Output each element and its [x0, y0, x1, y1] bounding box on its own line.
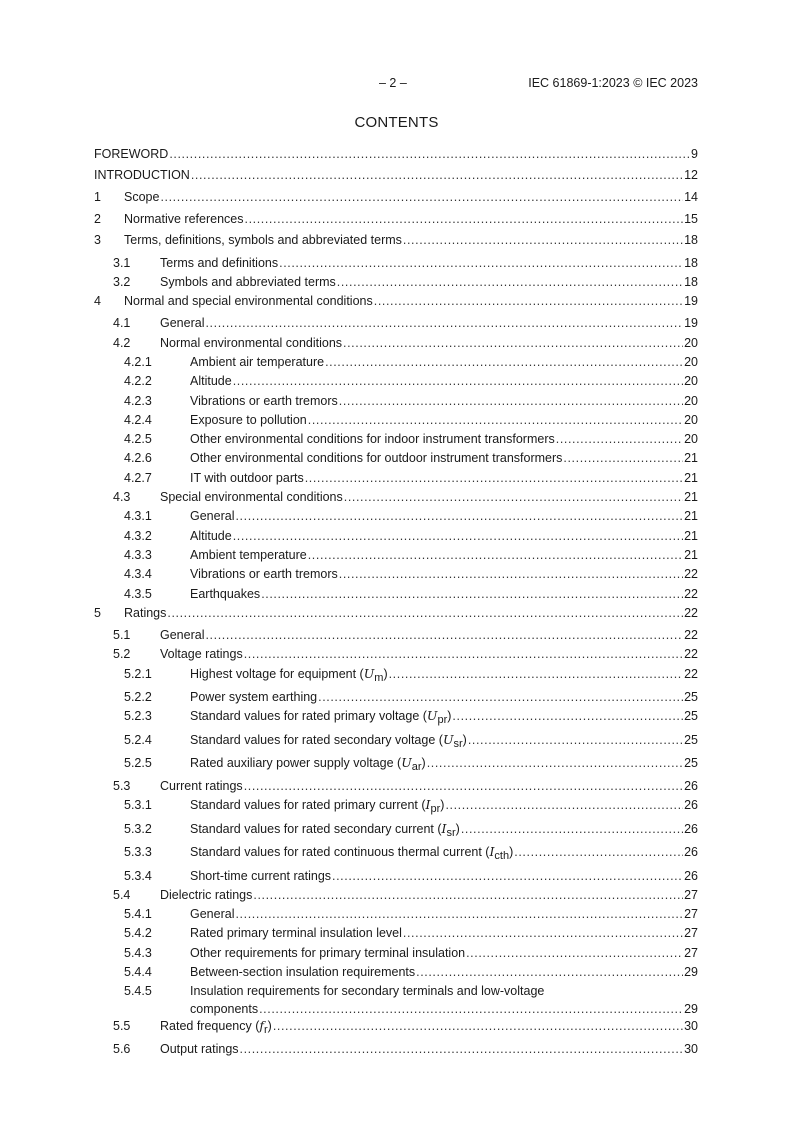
toc-entry-5-4-1[interactable]: [94, 905, 698, 923]
toc-label: Current ratings: [160, 779, 243, 793]
toc-page: 19: [684, 316, 698, 330]
toc-entry-5-4-5[interactable]: [94, 982, 698, 1018]
close-paren: ): [267, 1019, 272, 1033]
toc-label: Dielectric ratings: [160, 888, 253, 902]
dot-leader: [235, 507, 683, 525]
toc-number: 5.4.4: [124, 965, 152, 979]
toc-page: 27: [684, 888, 698, 902]
toc-page: 27: [684, 907, 698, 921]
toc-page: 18: [684, 256, 698, 270]
dot-leader: [279, 254, 683, 272]
dot-leader: [160, 188, 683, 206]
toc-label: Power system earthing: [190, 690, 318, 704]
toc-number: 4.2.4: [124, 413, 152, 427]
toc-entry-4-3-3[interactable]: [94, 546, 698, 564]
toc-page: 22: [684, 587, 698, 601]
toc-number: 4.3.5: [124, 587, 152, 601]
dot-leader: [167, 604, 683, 622]
toc-entry-3-1[interactable]: [94, 254, 698, 272]
toc-number: 4.2: [113, 336, 131, 350]
close-paren: ): [455, 822, 460, 836]
toc-number: 1: [94, 190, 101, 204]
toc-entry-5-2-2[interactable]: [94, 688, 698, 706]
toc-page: 29: [684, 965, 698, 979]
toc-page: 25: [684, 690, 698, 704]
toc-number: 3.1: [113, 256, 131, 270]
toc-number: 5.2.5: [124, 756, 152, 770]
toc-label: Earthquakes: [190, 587, 261, 601]
toc-page: 20: [684, 413, 698, 427]
symbol: f: [259, 1018, 264, 1033]
toc-entry-5[interactable]: [94, 604, 698, 622]
toc-page: 18: [684, 275, 698, 289]
toc-label: Standard values for rated secondary voltage (: [190, 733, 443, 747]
toc-label: Between-section insulation requirements: [190, 965, 416, 979]
toc-label: Altitude: [190, 529, 232, 543]
subscript: sr: [446, 827, 456, 839]
toc-number: 4.2.2: [124, 374, 152, 388]
toc-entry-5-1[interactable]: [94, 626, 698, 644]
toc-entry-2[interactable]: [94, 210, 698, 228]
dot-leader: [427, 754, 683, 772]
toc-number: 5.5: [113, 1019, 131, 1033]
toc-entry-4-2[interactable]: [94, 334, 698, 352]
dot-leader: [308, 411, 683, 429]
toc-label: Normative references: [124, 212, 244, 226]
toc-label: Altitude: [190, 374, 232, 388]
toc-page: 20: [684, 432, 698, 446]
dot-leader: [339, 565, 683, 583]
toc-entry-5-4[interactable]: [94, 886, 698, 904]
toc-entry-5-2-3[interactable]: [94, 707, 698, 725]
toc-page: 25: [684, 733, 698, 747]
toc-label: Rated auxiliary power supply voltage (: [190, 756, 402, 770]
toc-number: 4: [94, 294, 101, 308]
dot-leader: [273, 1017, 683, 1035]
dot-leader: [344, 488, 683, 506]
toc-number: 4.3.2: [124, 529, 152, 543]
toc-page: 25: [684, 756, 698, 770]
toc-label: Exposure to pollution: [190, 413, 307, 427]
toc-page: 26: [684, 779, 698, 793]
toc-page: 21: [684, 509, 698, 523]
symbol: I: [441, 821, 447, 836]
toc-label: Other environmental conditions for indoor instrument transformers: [190, 432, 555, 446]
toc-label: FOREWORD: [94, 147, 169, 161]
toc-page: 27: [684, 926, 698, 940]
toc-label: Standard values for rated continuous thermal current (: [190, 845, 490, 859]
toc-number: 4.3: [113, 490, 131, 504]
dot-leader: [563, 449, 683, 467]
toc-number: 4.3.3: [124, 548, 152, 562]
symbol: U: [363, 666, 375, 681]
toc-label: INTRODUCTION: [94, 168, 190, 182]
toc-entry-4-3-2[interactable]: [94, 527, 698, 545]
toc-label: Short-time current ratings: [190, 869, 332, 883]
toc-entry-5-2-5[interactable]: [94, 754, 698, 772]
toc-entry-4-3-5[interactable]: [94, 585, 698, 603]
symbol: I: [489, 844, 495, 859]
toc-label: Other environmental conditions for outdoor instrument transformers: [190, 451, 563, 465]
toc-entry-4-2-1[interactable]: [94, 353, 698, 371]
toc-label: Special environmental conditions: [160, 490, 343, 504]
toc-entry-5-3-2[interactable]: [94, 820, 698, 838]
dot-leader: [332, 867, 683, 885]
toc-entry-5-3-3[interactable]: [94, 843, 698, 861]
dot-leader: [261, 585, 683, 603]
toc-page: 26: [684, 798, 698, 812]
subscript: pr: [437, 714, 448, 726]
dot-leader: [403, 231, 683, 249]
toc-label: IT with outdoor parts: [190, 471, 304, 485]
toc-page: 20: [684, 394, 698, 408]
toc-entry-4-2-7[interactable]: [94, 469, 698, 487]
toc-label: General: [190, 907, 235, 921]
toc-number: 5.4.1: [124, 907, 152, 921]
dot-leader: [556, 430, 683, 448]
toc-number: 4.2.5: [124, 432, 152, 446]
toc-label: Ratings: [124, 606, 167, 620]
toc-entry-5-4-2[interactable]: [94, 924, 698, 942]
toc-page: 22: [684, 647, 698, 661]
toc-label-line1: Insulation requirements for secondary terminals and low-voltage: [190, 984, 545, 998]
toc-entry-introduction[interactable]: [94, 166, 698, 184]
dot-leader: [403, 924, 683, 942]
toc-label: Symbols and abbreviated terms: [160, 275, 336, 289]
dot-leader: [244, 777, 683, 795]
toc-label: Terms and definitions: [160, 256, 279, 270]
toc-number: 5.4.3: [124, 946, 152, 960]
toc-page: 20: [684, 336, 698, 350]
dot-leader: [466, 944, 683, 962]
toc-number: 5.2.2: [124, 690, 152, 704]
dot-leader: [169, 145, 690, 163]
toc-number: 5: [94, 606, 101, 620]
toc-label: General: [160, 316, 205, 330]
toc-page: 18: [684, 233, 698, 247]
toc-entry-4-3[interactable]: [94, 488, 698, 506]
dot-leader: [389, 665, 683, 683]
toc-number: 4.2.7: [124, 471, 152, 485]
toc-label: Highest voltage for equipment (: [190, 667, 364, 681]
toc-entry-4-2-6[interactable]: [94, 449, 698, 467]
toc-label: Other requirements for primary terminal insulation: [190, 946, 466, 960]
toc-label: Output ratings: [160, 1042, 239, 1056]
toc-entry-5-5[interactable]: [94, 1017, 698, 1035]
toc-entry-4-2-4[interactable]: [94, 411, 698, 429]
toc-label: Scope: [124, 190, 160, 204]
toc-label: General: [160, 628, 205, 642]
toc-entry-5-3-1[interactable]: [94, 796, 698, 814]
symbol: U: [442, 732, 454, 747]
subscript: m: [374, 672, 384, 684]
toc-number: 5.3.3: [124, 845, 152, 859]
subscript: ar: [411, 761, 422, 773]
toc-entry-4-3-4[interactable]: [94, 565, 698, 583]
toc-entry-3[interactable]: [94, 231, 698, 249]
toc-entry-foreword[interactable]: [94, 145, 698, 163]
close-paren: ): [509, 845, 514, 859]
toc-number: 3: [94, 233, 101, 247]
toc-entry-1[interactable]: [94, 188, 698, 206]
toc-entry-4-2-3[interactable]: [94, 392, 698, 410]
dot-leader: [233, 372, 683, 390]
toc-number: 5.2: [113, 647, 131, 661]
toc-entry-5-6[interactable]: [94, 1040, 698, 1058]
contents-title: CONTENTS: [354, 114, 439, 131]
toc-page: 25: [684, 709, 698, 723]
toc-number: 5.2.4: [124, 733, 152, 747]
toc-label: Vibrations or earth tremors: [190, 394, 338, 408]
close-paren: ): [462, 733, 467, 747]
document-id: IEC 61869-1:2023 © IEC 2023: [528, 76, 698, 90]
close-paren: ): [447, 709, 452, 723]
toc-label: Vibrations or earth tremors: [190, 567, 338, 581]
dot-leader: [374, 292, 683, 310]
toc-number: 4.3.1: [124, 509, 152, 523]
toc-entry-3-2[interactable]: [94, 273, 698, 291]
toc-entry-5-2-1[interactable]: [94, 665, 698, 683]
dot-leader: [337, 273, 683, 291]
toc-page: 21: [684, 451, 698, 465]
toc-entry-4[interactable]: [94, 292, 698, 310]
dot-leader: [514, 843, 683, 861]
symbol: I: [425, 797, 431, 812]
toc-label: Standard values for rated secondary current (: [190, 822, 442, 836]
toc-entry-5-4-3[interactable]: [94, 944, 698, 962]
toc-page: 20: [684, 355, 698, 369]
dot-leader: [308, 546, 683, 564]
close-paren: ): [440, 798, 445, 812]
dot-leader: [416, 963, 683, 981]
subscript: sr: [453, 738, 463, 750]
close-paren: ): [421, 756, 426, 770]
toc-entry-4-2-2[interactable]: [94, 372, 698, 390]
toc-label: Rated frequency (: [160, 1019, 260, 1033]
dot-leader: [339, 392, 683, 410]
toc-page: 22: [684, 567, 698, 581]
toc-label: Standard values for rated primary voltage (: [190, 709, 427, 723]
toc-number: 4.2.1: [124, 355, 152, 369]
toc-page: 29: [684, 1002, 698, 1016]
dot-leader: [205, 314, 683, 332]
toc-page: 21: [684, 548, 698, 562]
toc-entry-5-2[interactable]: [94, 645, 698, 663]
toc-page: 21: [684, 529, 698, 543]
close-paren: ): [383, 667, 388, 681]
dot-leader: [245, 210, 684, 228]
toc-entry-5-3-4[interactable]: [94, 867, 698, 885]
toc-label: Rated primary terminal insulation level: [190, 926, 402, 940]
toc-page: 22: [684, 667, 698, 681]
dot-leader: [191, 166, 683, 184]
toc-label: Normal environmental conditions: [160, 336, 343, 350]
toc-number: 4.3.4: [124, 567, 152, 581]
symbol: U: [426, 708, 438, 723]
toc-number: 5.2.3: [124, 709, 152, 723]
toc-entry-5-4-4[interactable]: [94, 963, 698, 981]
toc-page: 9: [691, 147, 698, 161]
dot-leader: [235, 905, 683, 923]
toc-page: 27: [684, 946, 698, 960]
toc-label: Normal and special environmental conditions: [124, 294, 373, 308]
dot-leader: [253, 886, 683, 904]
toc-label: Ambient temperature: [190, 548, 307, 562]
dot-leader: [240, 1040, 684, 1058]
subscript: pr: [430, 803, 441, 815]
subscript: r: [264, 1024, 268, 1036]
toc-number: 5.4.5: [124, 984, 152, 998]
toc-entry-4-3-1[interactable]: [94, 507, 698, 525]
toc-number: 5.1: [113, 628, 131, 642]
dot-leader: [233, 527, 683, 545]
toc-number: 4.1: [113, 316, 131, 330]
toc-entry-5-3[interactable]: [94, 777, 698, 795]
toc-entry-4-1[interactable]: [94, 314, 698, 332]
toc-number: 4.2.3: [124, 394, 152, 408]
toc-page: 26: [684, 845, 698, 859]
toc-page: 15: [684, 212, 698, 226]
toc-entry-5-2-4[interactable]: [94, 731, 698, 749]
dot-leader: [205, 626, 683, 644]
dot-leader: [325, 353, 683, 371]
toc-number: 3.2: [113, 275, 131, 289]
dot-leader: [244, 645, 683, 663]
toc-page: 21: [684, 490, 698, 504]
toc-number: 2: [94, 212, 101, 226]
dot-leader: [259, 1000, 683, 1018]
toc-number: 5.4: [113, 888, 131, 902]
toc-page: 22: [684, 628, 698, 642]
toc-page: 22: [684, 606, 698, 620]
toc-label: General: [190, 509, 235, 523]
toc-number: 5.2.1: [124, 667, 152, 681]
dot-leader: [343, 334, 683, 352]
toc-number: 5.3.1: [124, 798, 152, 812]
toc-number: 5.3.2: [124, 822, 152, 836]
toc-number: 5.3: [113, 779, 131, 793]
dot-leader: [461, 820, 683, 838]
symbol: U: [401, 755, 412, 770]
toc-page: 26: [684, 822, 698, 836]
dot-leader: [318, 688, 683, 706]
toc-entry-4-2-5[interactable]: [94, 430, 698, 448]
toc-label: Voltage ratings: [160, 647, 243, 661]
dot-leader: [468, 731, 683, 749]
toc-page: 12: [684, 168, 698, 182]
toc-label: Standard values for rated primary current (: [190, 798, 426, 812]
toc-page: 20: [684, 374, 698, 388]
toc-page: 30: [684, 1019, 698, 1033]
toc-label: Terms, definitions, symbols and abbreviated terms: [124, 233, 402, 247]
toc-page: 30: [684, 1042, 698, 1056]
toc-number: 4.2.6: [124, 451, 152, 465]
subscript: cth: [494, 850, 510, 862]
toc-number: 5.4.2: [124, 926, 152, 940]
page-number: – 2 –: [379, 76, 407, 90]
toc-page: 14: [684, 190, 698, 204]
toc-number: 5.3.4: [124, 869, 152, 883]
toc-page: 21: [684, 471, 698, 485]
toc-label: Ambient air temperature: [190, 355, 325, 369]
toc-page: 19: [684, 294, 698, 308]
toc-number: 5.6: [113, 1042, 131, 1056]
dot-leader: [445, 796, 683, 814]
dot-leader: [452, 707, 683, 725]
toc-label: components: [190, 1002, 259, 1016]
toc-page: 26: [684, 869, 698, 883]
dot-leader: [305, 469, 683, 487]
